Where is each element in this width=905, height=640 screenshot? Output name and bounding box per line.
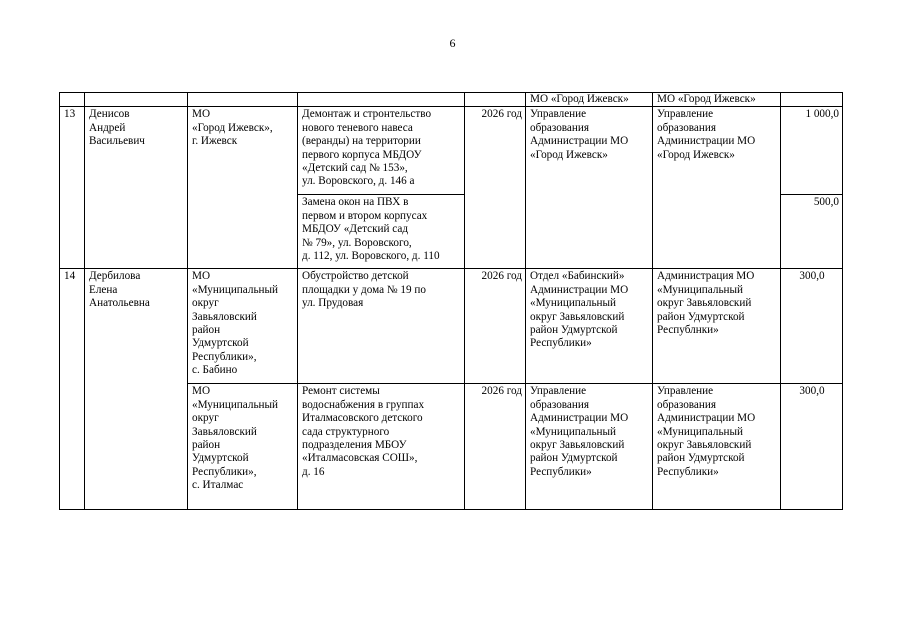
cell-deputy: Дербилова Елена Анатольевна (85, 269, 188, 510)
cell-municipality: МО «Город Ижевск», г. Ижевск (188, 107, 298, 269)
cell-description: Ремонт системы водоснабжения в группах Италмасовского детского сада структурного подразделения МБОУ «Италмасовская СОШ», д. 16 (298, 384, 465, 510)
cell-year: 2026 год (465, 107, 526, 269)
cell-description (298, 93, 465, 107)
cell-description: Демонтаж и стронтельство нового теневого навеса (веранды) на территории первого корпуса МБДОУ «Детский сад № 153», ул. Воровского, д. 146 а (298, 107, 465, 195)
cell-recipient: Управление образования Администрации МО «Муниципальный округ Завьяловский район Удмуртской Республики» (653, 384, 781, 510)
cell-recipient: МО «Город Ижевск» (653, 93, 781, 107)
cell-year: 2026 год (465, 269, 526, 384)
cell-no: 13 (60, 107, 85, 269)
cell-municipality (188, 93, 298, 107)
cell-description: Замена окон на ПВХ в первом и втором корпусах МБДОУ «Детский сад № 79», ул. Воровского, д. 112, ул. Воровского, д. 110 (298, 195, 465, 269)
page-number: 6 (449, 36, 456, 50)
cell-deputy: Денисов Андрей Васильевич (85, 107, 188, 269)
cell-municipality: МО «Муниципальный округ Завьяловский район Удмуртской Республики», с. Италмас (188, 384, 298, 510)
cell-executor: Отдел «Бабинский» Администрации МО «Муниципальный округ Завьяловский район Удмуртской Республики» (526, 269, 653, 384)
cell-year: 2026 год (465, 384, 526, 510)
cell-deputy (85, 93, 188, 107)
cell-amount: 300,0 (781, 384, 843, 510)
cell-no: 14 (60, 269, 85, 510)
cell-year (465, 93, 526, 107)
cell-amount: 300,0 (781, 269, 843, 384)
cell-description: Обустройство детской площадки у дома № 19 по ул. Прудовая (298, 269, 465, 384)
cell-amount: 1 000,0 (781, 107, 843, 195)
cell-executor: Управление образования Администрации МО «Город Ижевск» (526, 107, 653, 269)
cell-recipient: Администрация МО «Муниципальный округ Завьяловский район Удмуртской Республнки» (653, 269, 781, 384)
cell-amount: 500,0 (781, 195, 843, 269)
allocation-table (59, 92, 843, 510)
continuation-row (60, 93, 843, 107)
cell-recipient: Управление образования Администрации МО «Город Ижевск» (653, 107, 781, 269)
cell-amount (781, 93, 843, 107)
cell-municipality: МО «Муниципальный округ Завьяловский район Удмуртской Республики», с. Бабино (188, 269, 298, 384)
table-row (60, 269, 843, 384)
cell-no (60, 93, 85, 107)
cell-executor: МО «Город Ижевск» (526, 93, 653, 107)
table-row (60, 107, 843, 195)
cell-executor: Управление образования Администрации МО «Муниципальный округ Завьяловский район Удмуртской Республики» (526, 384, 653, 510)
